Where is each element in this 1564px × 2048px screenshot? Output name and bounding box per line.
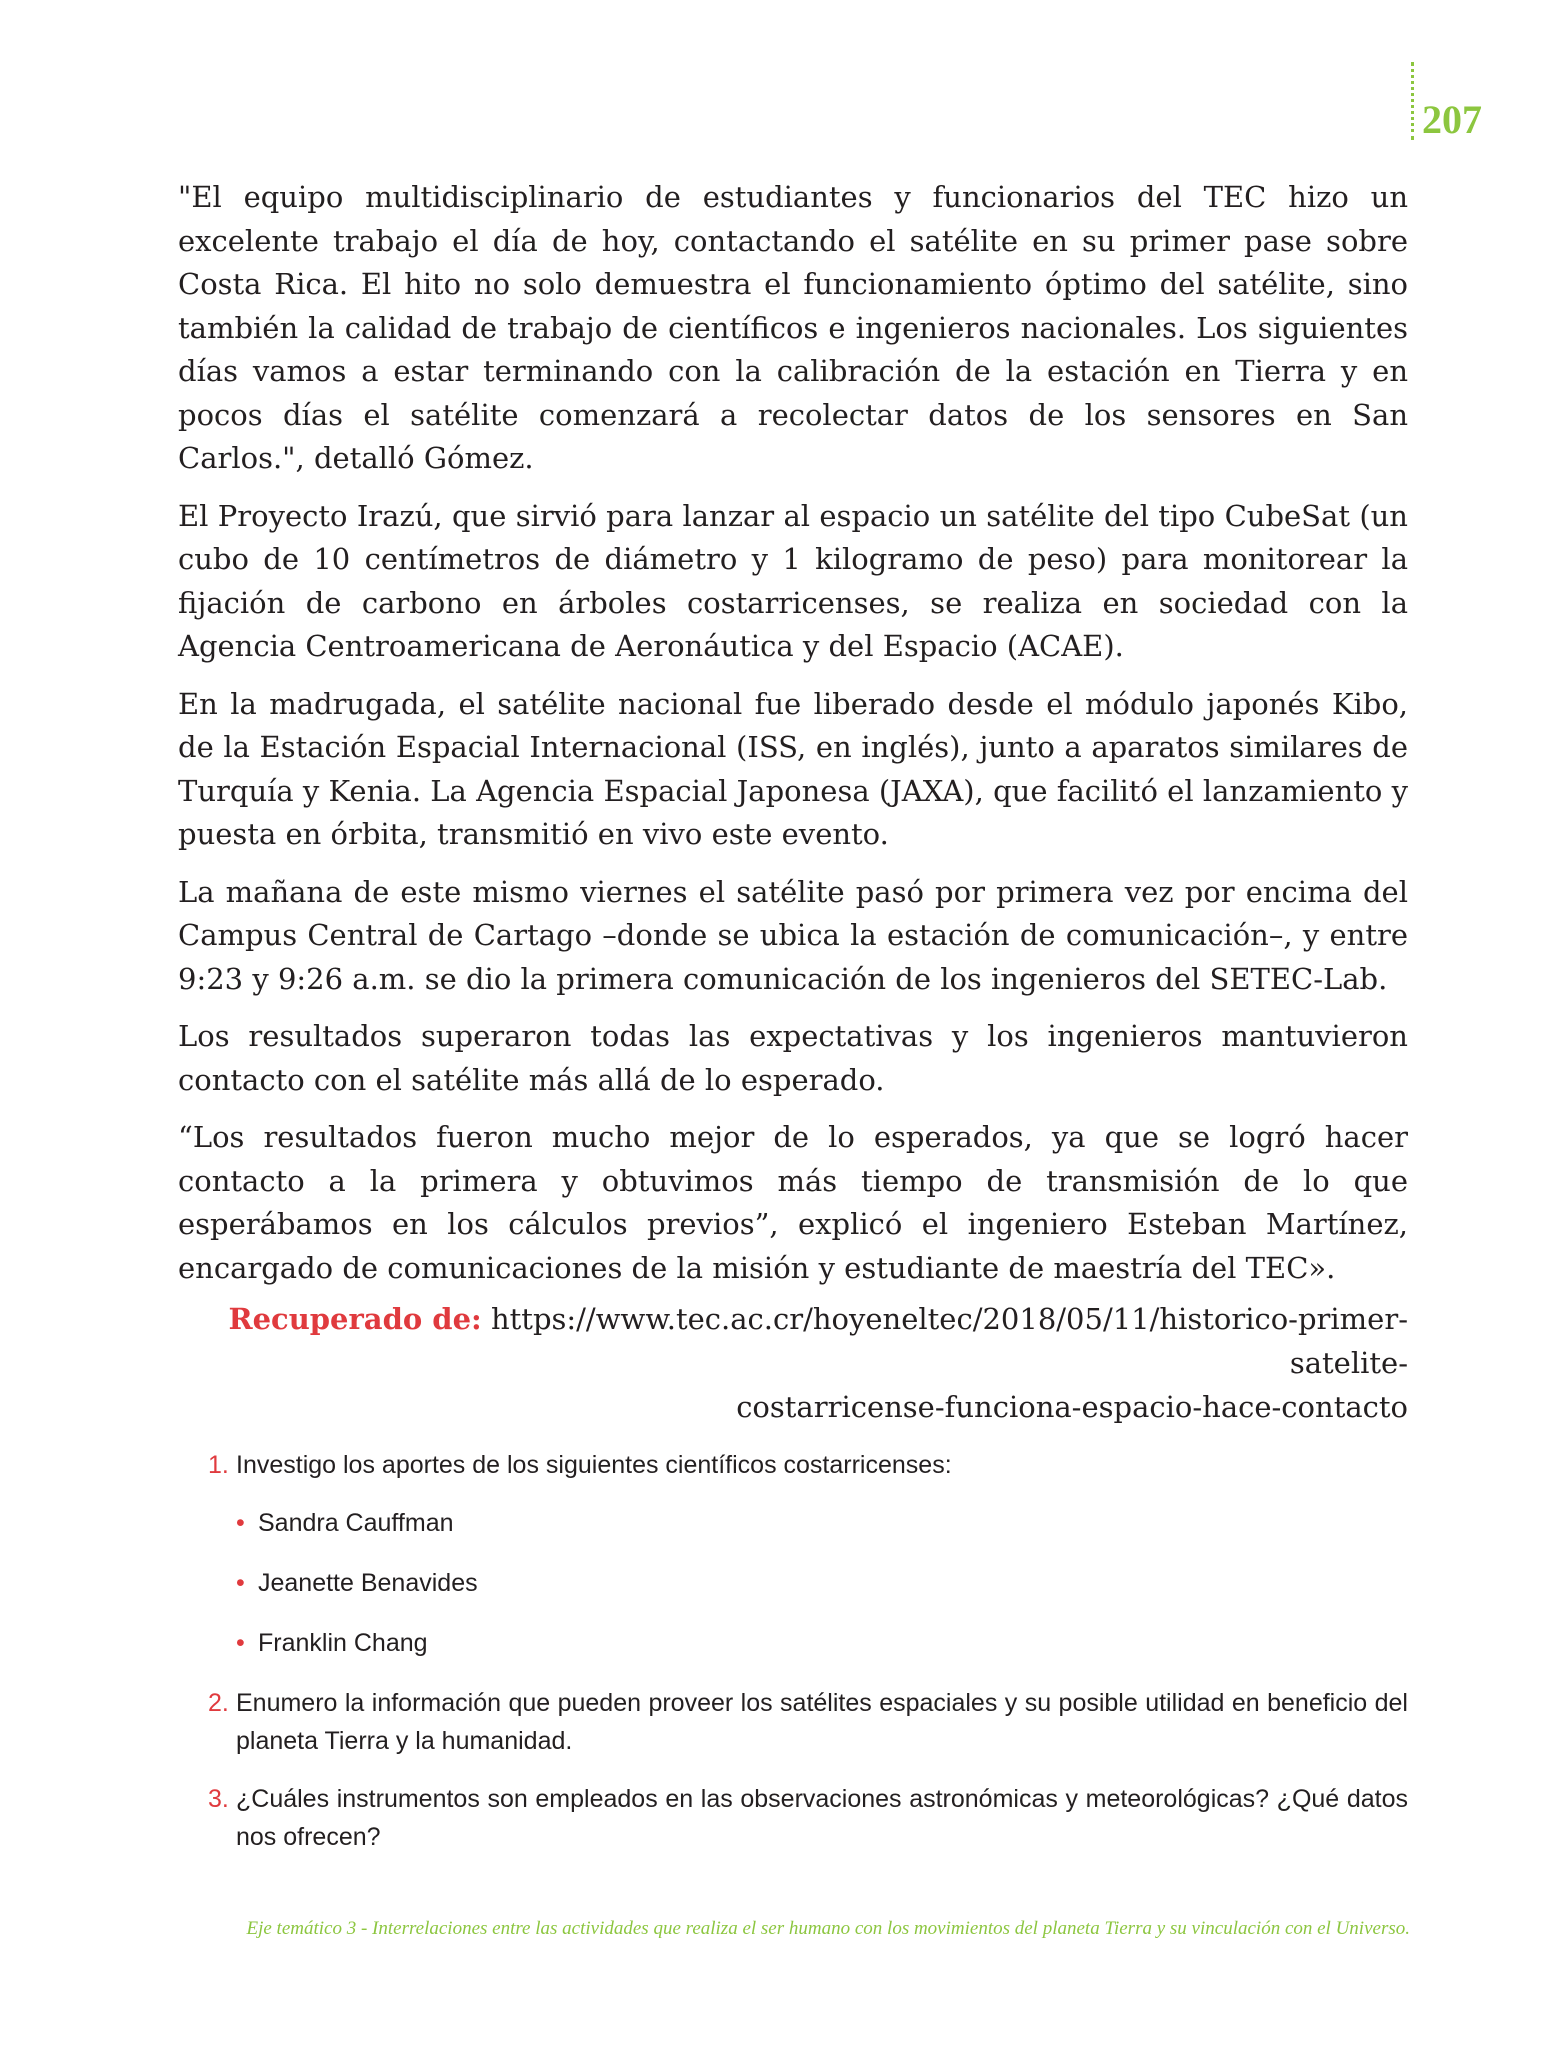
question-number: 3. — [208, 1785, 229, 1813]
question-number: 1. — [208, 1451, 229, 1479]
question-2 — [208, 1684, 1408, 1760]
paragraph: "El equipo multidisciplinario de estudiantes y funcionarios del TEC hizo un excelente trabajo el día de hoy, contactando el satélite en su primer pase sobre Costa Rica. El hito no solo demuestra el funcionamiento óptimo del satélite, sino también la calidad de trabajo de científicos e ingenieros nacionales. Los siguientes días vamos a estar terminando con la calibración de la estación en Tierra y en pocos días el satélite comenzará a recolectar datos de los sensores en San Carlos.", detalló Gómez. — [178, 180, 1408, 475]
paragraph: Los resultados superaron todas las expectativas y los ingenieros mantuvieron contacto con el satélite más allá de lo esperado. — [178, 1019, 1408, 1097]
bullet-icon: • — [236, 1509, 245, 1537]
list-item — [236, 1504, 1408, 1542]
scientist-name: Sandra Cauffman — [258, 1509, 454, 1537]
paragraph: “Los resultados fueron mucho mejor de lo esperados, ya que se logró hacer contacto a la primera y obtuvimos más tiempo de transmisión de lo que esperábamos en los cálculos previos”, explicó el ingeniero Esteban Martínez, encargado de comunicaciones de la misión y estudiante de maestría del TEC». — [178, 1120, 1408, 1285]
page-number-divider — [1411, 62, 1414, 140]
scientist-name: Franklin Chang — [258, 1629, 428, 1657]
question-number: 2. — [208, 1689, 229, 1717]
scientist-list — [236, 1504, 1408, 1662]
article-body — [178, 176, 1408, 1304]
source-url-line1: https://www.tec.ac.cr/hoyeneltec/2018/05/11/historico-primer-satelite- — [490, 1302, 1408, 1380]
page-footer: Eje temático 3 - Interrelaciones entre las actividades que realiza el ser humano con los movimientos del planeta Tierra y su vinculación con el Universo. — [246, 1918, 1410, 1939]
source-citation — [178, 1297, 1408, 1429]
paragraph: La mañana de este mismo viernes el satélite pasó por primera vez por encima del Campus Central de Cartago –donde se ubica la estación de comunicación–, y entre 9:23 y 9:26 a.m. se dio la primera comunicación de los ingenieros del SETEC-Lab. — [178, 874, 1408, 996]
list-item — [236, 1624, 1408, 1662]
paragraph: El Proyecto Irazú, que sirvió para lanzar al espacio un satélite del tipo CubeSat (un cubo de 10 centímetros de diámetro y 1 kilogramo de peso) para monitorear la fijación de carbono en árboles costarricenses, se realiza en sociedad con la Agencia Centroamericana de Aeronáutica y del Espacio (ACAE). — [178, 498, 1408, 663]
question-text: Investigo los aportes de los siguientes científicos costarricenses: — [236, 1451, 952, 1479]
scientist-name: Jeanette Benavides — [258, 1569, 478, 1597]
question-text: ¿Cuáles instrumentos son empleados en las observaciones astronómicas y meteorológicas? ¿Qué datos nos ofrecen? — [236, 1785, 1408, 1851]
question-3 — [208, 1780, 1408, 1856]
question-text: Enumero la información que pueden proveer los satélites espaciales y su posible utilidad en beneficio del planeta Tierra y la humanidad. — [236, 1689, 1408, 1755]
source-url-line2: costarricense-funciona-espacio-hace-contacto — [736, 1390, 1408, 1424]
list-item — [236, 1564, 1408, 1602]
paragraph: En la madrugada, el satélite nacional fue liberado desde el módulo japonés Kibo, de la Estación Espacial Internacional (ISS, en inglés), junto a aparatos similares de Turquía y Kenia. La Agencia Espacial Japonesa (JAXA), que facilitó el lanzamiento y puesta en órbita, transmitió en vivo este evento. — [178, 686, 1408, 851]
question-1 — [208, 1446, 1408, 1662]
activity-questions — [208, 1446, 1408, 1876]
bullet-icon: • — [236, 1629, 245, 1657]
page-number: 207 — [1422, 97, 1482, 142]
bullet-icon: • — [236, 1569, 245, 1597]
source-label: Recuperado de: — [228, 1302, 482, 1336]
